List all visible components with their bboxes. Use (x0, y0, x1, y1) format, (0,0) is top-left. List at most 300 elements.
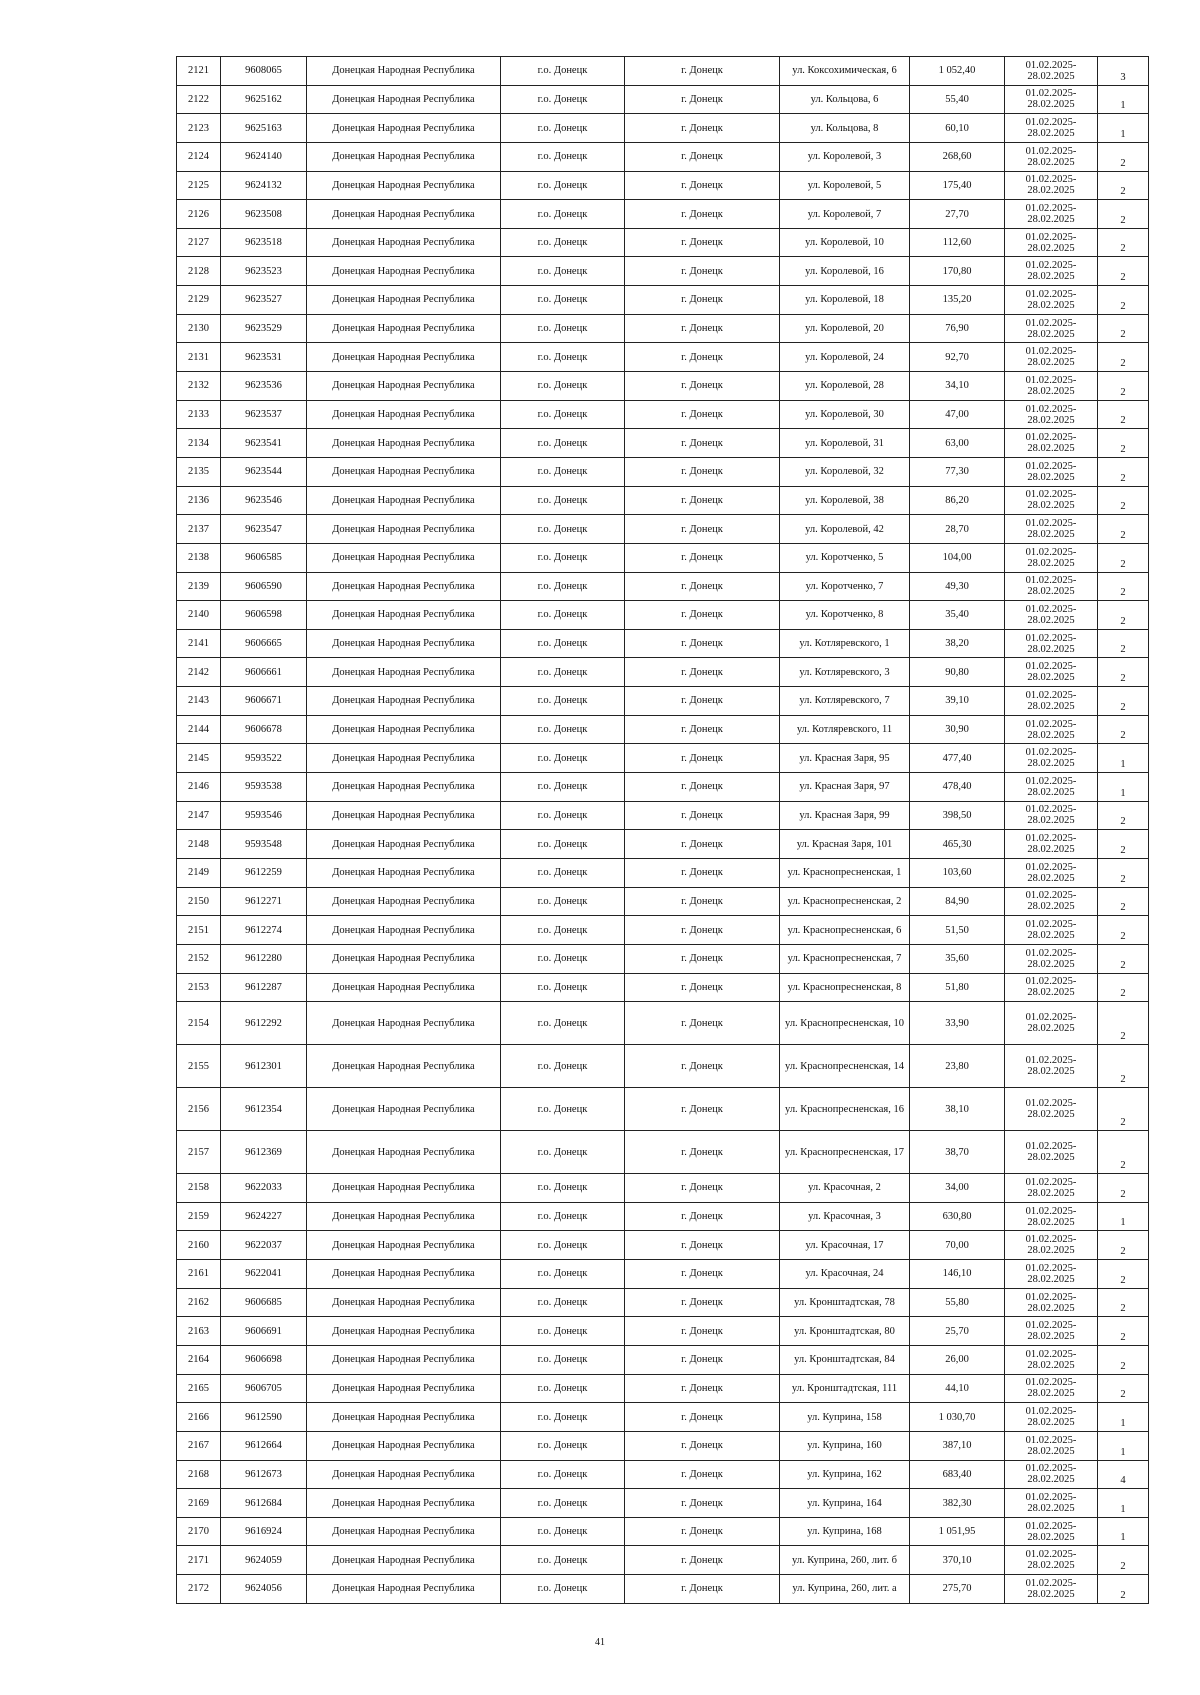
object-code-cell: 9606590 (221, 572, 307, 601)
period-end: 28.02.2025 (1027, 185, 1075, 197)
address-cell: ул. Куприна, 162 (780, 1460, 910, 1489)
row-number-cell: 2149 (177, 858, 221, 887)
region-cell: Донецкая Народная Республика (307, 715, 501, 744)
period-end: 28.02.2025 (1027, 872, 1075, 884)
region-cell: Донецкая Народная Республика (307, 773, 501, 802)
city-cell: г. Донецк (625, 1317, 780, 1346)
row-number-cell: 2164 (177, 1345, 221, 1374)
area-cell: 478,40 (910, 773, 1005, 802)
city-cell: г. Донецк (625, 228, 780, 257)
address-cell: ул. Королевой, 32 (780, 457, 910, 486)
count-cell: 2 (1098, 858, 1149, 887)
period-start: 01.02.2025- (1025, 833, 1077, 845)
city-cell: г. Донецк (625, 973, 780, 1002)
row-number-cell: 2168 (177, 1460, 221, 1489)
period-end: 28.02.2025 (1027, 328, 1075, 340)
district-cell: г.о. Донецк (501, 1202, 625, 1231)
table-row (177, 400, 1149, 429)
count-cell: 2 (1098, 1317, 1149, 1346)
count-cell: 2 (1098, 1231, 1149, 1260)
district-cell: г.о. Донецк (501, 1546, 625, 1575)
period-cell (1005, 1317, 1098, 1346)
area-cell: 146,10 (910, 1260, 1005, 1289)
district-cell: г.о. Донецк (501, 629, 625, 658)
area-cell: 268,60 (910, 142, 1005, 171)
area-cell: 382,30 (910, 1489, 1005, 1518)
period-start: 01.02.2025- (1025, 1205, 1077, 1217)
row-number-cell: 2130 (177, 314, 221, 343)
count-cell: 2 (1098, 944, 1149, 973)
district-cell: г.о. Донецк (501, 887, 625, 916)
period-end: 28.02.2025 (1027, 1331, 1075, 1343)
period-start: 01.02.2025- (1025, 947, 1077, 959)
area-cell: 112,60 (910, 228, 1005, 257)
region-cell: Донецкая Народная Республика (307, 85, 501, 114)
row-number-cell: 2126 (177, 200, 221, 229)
object-code-cell: 9623508 (221, 200, 307, 229)
period-end: 28.02.2025 (1027, 443, 1075, 455)
object-code-cell: 9606598 (221, 601, 307, 630)
period-end: 28.02.2025 (1027, 930, 1075, 942)
address-cell: ул. Королевой, 28 (780, 372, 910, 401)
row-number-cell: 2129 (177, 286, 221, 315)
period-start: 01.02.2025- (1025, 231, 1077, 243)
city-cell: г. Донецк (625, 1374, 780, 1403)
row-number-cell: 2138 (177, 543, 221, 572)
area-cell: 465,30 (910, 830, 1005, 859)
count-cell: 2 (1098, 1288, 1149, 1317)
city-cell: г. Донецк (625, 1546, 780, 1575)
district-cell: г.о. Донецк (501, 1045, 625, 1088)
row-number-cell: 2134 (177, 429, 221, 458)
table-body (177, 57, 1149, 1604)
period-start: 01.02.2025- (1025, 403, 1077, 415)
address-cell: ул. Кольцова, 8 (780, 114, 910, 143)
object-code-cell: 9624056 (221, 1575, 307, 1604)
object-code-cell: 9622041 (221, 1260, 307, 1289)
district-cell: г.о. Донецк (501, 543, 625, 572)
table-row (177, 1546, 1149, 1575)
table-row (177, 457, 1149, 486)
period-cell (1005, 1131, 1098, 1174)
period-start: 01.02.2025- (1025, 775, 1077, 787)
object-code-cell: 9593548 (221, 830, 307, 859)
address-cell: ул. Королевой, 38 (780, 486, 910, 515)
area-cell: 60,10 (910, 114, 1005, 143)
period-start: 01.02.2025- (1025, 1262, 1077, 1274)
period-cell (1005, 687, 1098, 716)
period-start: 01.02.2025- (1025, 145, 1077, 157)
city-cell: г. Донецк (625, 171, 780, 200)
period-cell (1005, 257, 1098, 286)
city-cell: г. Донецк (625, 1460, 780, 1489)
district-cell: г.о. Донецк (501, 601, 625, 630)
row-number-cell: 2148 (177, 830, 221, 859)
district-cell: г.о. Донецк (501, 1231, 625, 1260)
period-cell (1005, 572, 1098, 601)
period-start: 01.02.2025- (1025, 1406, 1077, 1418)
period-end: 28.02.2025 (1027, 1109, 1075, 1121)
region-cell: Донецкая Народная Республика (307, 744, 501, 773)
city-cell: г. Донецк (625, 114, 780, 143)
address-cell: ул. Кронштадтская, 111 (780, 1374, 910, 1403)
area-cell: 44,10 (910, 1374, 1005, 1403)
period-start: 01.02.2025- (1025, 804, 1077, 816)
period-end: 28.02.2025 (1027, 1417, 1075, 1429)
period-end: 28.02.2025 (1027, 844, 1075, 856)
area-cell: 49,30 (910, 572, 1005, 601)
address-cell: ул. Краснопресненская, 7 (780, 944, 910, 973)
region-cell: Донецкая Народная Республика (307, 286, 501, 315)
city-cell: г. Донецк (625, 1202, 780, 1231)
city-cell: г. Донецк (625, 944, 780, 973)
period-end: 28.02.2025 (1027, 1531, 1075, 1543)
period-end: 28.02.2025 (1027, 242, 1075, 254)
object-code-cell: 9612301 (221, 1045, 307, 1088)
area-cell: 683,40 (910, 1460, 1005, 1489)
table-row (177, 228, 1149, 257)
count-cell: 2 (1098, 228, 1149, 257)
object-code-cell: 9606685 (221, 1288, 307, 1317)
district-cell: г.о. Донецк (501, 1002, 625, 1045)
count-cell: 2 (1098, 1002, 1149, 1045)
period-end: 28.02.2025 (1027, 1245, 1075, 1257)
address-cell: ул. Королевой, 31 (780, 429, 910, 458)
table-row (177, 1131, 1149, 1174)
district-cell: г.о. Донецк (501, 830, 625, 859)
period-start: 01.02.2025- (1025, 174, 1077, 186)
period-end: 28.02.2025 (1027, 500, 1075, 512)
region-cell: Донецкая Народная Республика (307, 687, 501, 716)
count-cell: 2 (1098, 372, 1149, 401)
period-cell (1005, 171, 1098, 200)
period-start: 01.02.2025- (1025, 88, 1077, 100)
period-cell (1005, 973, 1098, 1002)
area-cell: 104,00 (910, 543, 1005, 572)
count-cell: 2 (1098, 830, 1149, 859)
district-cell: г.о. Донецк (501, 687, 625, 716)
area-cell: 84,90 (910, 887, 1005, 916)
table-row (177, 171, 1149, 200)
count-cell: 2 (1098, 1131, 1149, 1174)
row-number-cell: 2125 (177, 171, 221, 200)
period-start: 01.02.2025- (1025, 1141, 1077, 1153)
period-cell (1005, 85, 1098, 114)
table-row (177, 1575, 1149, 1604)
district-cell: г.о. Донецк (501, 572, 625, 601)
period-start: 01.02.2025- (1025, 890, 1077, 902)
table-row (177, 1174, 1149, 1203)
period-end: 28.02.2025 (1027, 1359, 1075, 1371)
table-row (177, 429, 1149, 458)
region-cell: Донецкая Народная Республика (307, 572, 501, 601)
period-start: 01.02.2025- (1025, 1012, 1077, 1024)
city-cell: г. Донецк (625, 858, 780, 887)
period-start: 01.02.2025- (1025, 976, 1077, 988)
period-end: 28.02.2025 (1027, 299, 1075, 311)
district-cell: г.о. Донецк (501, 314, 625, 343)
region-cell: Донецкая Народная Республика (307, 887, 501, 916)
period-end: 28.02.2025 (1027, 414, 1075, 426)
count-cell: 2 (1098, 171, 1149, 200)
table-row (177, 286, 1149, 315)
area-cell: 135,20 (910, 286, 1005, 315)
table-row (177, 830, 1149, 859)
table-row (177, 744, 1149, 773)
address-cell: ул. Королевой, 7 (780, 200, 910, 229)
address-cell: ул. Котляревского, 7 (780, 687, 910, 716)
count-cell: 1 (1098, 1202, 1149, 1231)
row-number-cell: 2163 (177, 1317, 221, 1346)
region-cell: Донецкая Народная Республика (307, 973, 501, 1002)
table-row (177, 715, 1149, 744)
region-cell: Донецкая Народная Республика (307, 1489, 501, 1518)
district-cell: г.о. Донецк (501, 429, 625, 458)
period-start: 01.02.2025- (1025, 374, 1077, 386)
row-number-cell: 2169 (177, 1489, 221, 1518)
area-cell: 55,40 (910, 85, 1005, 114)
period-start: 01.02.2025- (1025, 919, 1077, 931)
area-cell: 51,80 (910, 973, 1005, 1002)
row-number-cell: 2127 (177, 228, 221, 257)
city-cell: г. Донецк (625, 1045, 780, 1088)
table-row (177, 1202, 1149, 1231)
count-cell: 2 (1098, 1174, 1149, 1203)
address-cell: ул. Красочная, 2 (780, 1174, 910, 1203)
district-cell: г.о. Донецк (501, 142, 625, 171)
row-number-cell: 2145 (177, 744, 221, 773)
period-cell (1005, 601, 1098, 630)
region-cell: Донецкая Народная Республика (307, 200, 501, 229)
period-start: 01.02.2025- (1025, 1234, 1077, 1246)
count-cell: 1 (1098, 1489, 1149, 1518)
table-row (177, 200, 1149, 229)
region-cell: Донецкая Народная Республика (307, 343, 501, 372)
period-end: 28.02.2025 (1027, 70, 1075, 82)
area-cell: 25,70 (910, 1317, 1005, 1346)
district-cell: г.о. Донецк (501, 515, 625, 544)
count-cell: 2 (1098, 1546, 1149, 1575)
period-start: 01.02.2025- (1025, 288, 1077, 300)
city-cell: г. Донецк (625, 429, 780, 458)
area-cell: 30,90 (910, 715, 1005, 744)
row-number-cell: 2131 (177, 343, 221, 372)
row-number-cell: 2135 (177, 457, 221, 486)
count-cell: 2 (1098, 715, 1149, 744)
table-row (177, 1374, 1149, 1403)
row-number-cell: 2151 (177, 916, 221, 945)
address-cell: ул. Красная Заря, 97 (780, 773, 910, 802)
table-row (177, 372, 1149, 401)
area-cell: 34,00 (910, 1174, 1005, 1203)
region-cell: Донецкая Народная Республика (307, 515, 501, 544)
area-cell: 103,60 (910, 858, 1005, 887)
address-cell: ул. Коротченко, 8 (780, 601, 910, 630)
object-code-cell: 9612369 (221, 1131, 307, 1174)
city-cell: г. Донецк (625, 457, 780, 486)
area-cell: 1 051,95 (910, 1517, 1005, 1546)
period-cell (1005, 1202, 1098, 1231)
object-code-cell: 9612259 (221, 858, 307, 887)
city-cell: г. Донецк (625, 773, 780, 802)
period-end: 28.02.2025 (1027, 99, 1075, 111)
row-number-cell: 2123 (177, 114, 221, 143)
district-cell: г.о. Донецк (501, 801, 625, 830)
count-cell: 4 (1098, 1460, 1149, 1489)
table-row (177, 773, 1149, 802)
period-start: 01.02.2025- (1025, 1520, 1077, 1532)
city-cell: г. Донецк (625, 887, 780, 916)
period-end: 28.02.2025 (1027, 357, 1075, 369)
region-cell: Донецкая Народная Республика (307, 457, 501, 486)
city-cell: г. Донецк (625, 57, 780, 86)
object-code-cell: 9625163 (221, 114, 307, 143)
table-row (177, 944, 1149, 973)
count-cell: 2 (1098, 572, 1149, 601)
region-cell: Донецкая Народная Республика (307, 916, 501, 945)
object-code-cell: 9612280 (221, 944, 307, 973)
table-row (177, 916, 1149, 945)
count-cell: 1 (1098, 114, 1149, 143)
page-number: 41 (595, 1637, 605, 1648)
table-row (177, 343, 1149, 372)
period-cell (1005, 343, 1098, 372)
district-cell: г.о. Донецк (501, 1489, 625, 1518)
period-cell (1005, 1288, 1098, 1317)
row-number-cell: 2137 (177, 515, 221, 544)
region-cell: Донецкая Народная Республика (307, 1517, 501, 1546)
count-cell: 1 (1098, 1517, 1149, 1546)
area-cell: 477,40 (910, 744, 1005, 773)
address-cell: ул. Котляревского, 3 (780, 658, 910, 687)
area-cell: 92,70 (910, 343, 1005, 372)
period-start: 01.02.2025- (1025, 1577, 1077, 1589)
region-cell: Донецкая Народная Республика (307, 228, 501, 257)
object-code-cell: 9623531 (221, 343, 307, 372)
row-number-cell: 2157 (177, 1131, 221, 1174)
district-cell: г.о. Донецк (501, 228, 625, 257)
address-cell: ул. Красочная, 3 (780, 1202, 910, 1231)
count-cell: 2 (1098, 687, 1149, 716)
address-cell: ул. Королевой, 42 (780, 515, 910, 544)
period-end: 28.02.2025 (1027, 1302, 1075, 1314)
row-number-cell: 2133 (177, 400, 221, 429)
object-code-cell: 9593538 (221, 773, 307, 802)
region-cell: Донецкая Народная Республика (307, 1460, 501, 1489)
region-cell: Донецкая Народная Республика (307, 1231, 501, 1260)
object-code-cell: 9593522 (221, 744, 307, 773)
count-cell: 2 (1098, 457, 1149, 486)
period-end: 28.02.2025 (1027, 529, 1075, 541)
count-cell: 2 (1098, 200, 1149, 229)
table-row (177, 629, 1149, 658)
count-cell: 2 (1098, 973, 1149, 1002)
period-cell (1005, 228, 1098, 257)
area-cell: 387,10 (910, 1431, 1005, 1460)
object-code-cell: 9606665 (221, 629, 307, 658)
table-row (177, 687, 1149, 716)
period-cell (1005, 1460, 1098, 1489)
area-cell: 33,90 (910, 1002, 1005, 1045)
city-cell: г. Донецк (625, 801, 780, 830)
object-code-cell: 9606705 (221, 1374, 307, 1403)
table-row (177, 1045, 1149, 1088)
city-cell: г. Донецк (625, 1231, 780, 1260)
period-cell (1005, 887, 1098, 916)
city-cell: г. Донецк (625, 1403, 780, 1432)
district-cell: г.о. Донецк (501, 1460, 625, 1489)
address-cell: ул. Красочная, 24 (780, 1260, 910, 1289)
count-cell: 1 (1098, 1403, 1149, 1432)
row-number-cell: 2122 (177, 85, 221, 114)
city-cell: г. Донецк (625, 744, 780, 773)
row-number-cell: 2166 (177, 1403, 221, 1432)
area-cell: 38,10 (910, 1088, 1005, 1131)
area-cell: 77,30 (910, 457, 1005, 486)
address-cell: ул. Королевой, 24 (780, 343, 910, 372)
address-cell: ул. Коротченко, 7 (780, 572, 910, 601)
address-cell: ул. Краснопресненская, 8 (780, 973, 910, 1002)
area-cell: 38,70 (910, 1131, 1005, 1174)
region-cell: Донецкая Народная Республика (307, 429, 501, 458)
period-cell (1005, 1546, 1098, 1575)
row-number-cell: 2161 (177, 1260, 221, 1289)
row-number-cell: 2172 (177, 1575, 221, 1604)
row-number-cell: 2160 (177, 1231, 221, 1260)
table-row (177, 601, 1149, 630)
region-cell: Донецкая Народная Республика (307, 543, 501, 572)
area-cell: 90,80 (910, 658, 1005, 687)
period-start: 01.02.2025- (1025, 346, 1077, 358)
district-cell: г.о. Донецк (501, 372, 625, 401)
region-cell: Донецкая Народная Республика (307, 1045, 501, 1088)
area-cell: 38,20 (910, 629, 1005, 658)
period-cell (1005, 916, 1098, 945)
object-code-cell: 9612271 (221, 887, 307, 916)
count-cell: 2 (1098, 400, 1149, 429)
period-start: 01.02.2025- (1025, 632, 1077, 644)
row-number-cell: 2142 (177, 658, 221, 687)
table-row (177, 1431, 1149, 1460)
region-cell: Донецкая Народная Республика (307, 658, 501, 687)
address-cell: ул. Краснопресненская, 10 (780, 1002, 910, 1045)
count-cell: 2 (1098, 515, 1149, 544)
period-start: 01.02.2025- (1025, 1055, 1077, 1067)
area-cell: 398,50 (910, 801, 1005, 830)
period-start: 01.02.2025- (1025, 861, 1077, 873)
region-cell: Донецкая Народная Республика (307, 1374, 501, 1403)
table-row (177, 142, 1149, 171)
period-end: 28.02.2025 (1027, 214, 1075, 226)
city-cell: г. Донецк (625, 715, 780, 744)
table-row (177, 1517, 1149, 1546)
region-cell: Донецкая Народная Республика (307, 858, 501, 887)
row-number-cell: 2146 (177, 773, 221, 802)
row-number-cell: 2121 (177, 57, 221, 86)
row-number-cell: 2140 (177, 601, 221, 630)
district-cell: г.о. Донецк (501, 57, 625, 86)
address-cell: ул. Куприна, 160 (780, 1431, 910, 1460)
city-cell: г. Донецк (625, 543, 780, 572)
city-cell: г. Донецк (625, 1431, 780, 1460)
city-cell: г. Донецк (625, 200, 780, 229)
object-code-cell: 9622037 (221, 1231, 307, 1260)
city-cell: г. Донецк (625, 486, 780, 515)
address-cell: ул. Котляревского, 11 (780, 715, 910, 744)
period-cell (1005, 1374, 1098, 1403)
count-cell: 2 (1098, 658, 1149, 687)
area-cell: 23,80 (910, 1045, 1005, 1088)
